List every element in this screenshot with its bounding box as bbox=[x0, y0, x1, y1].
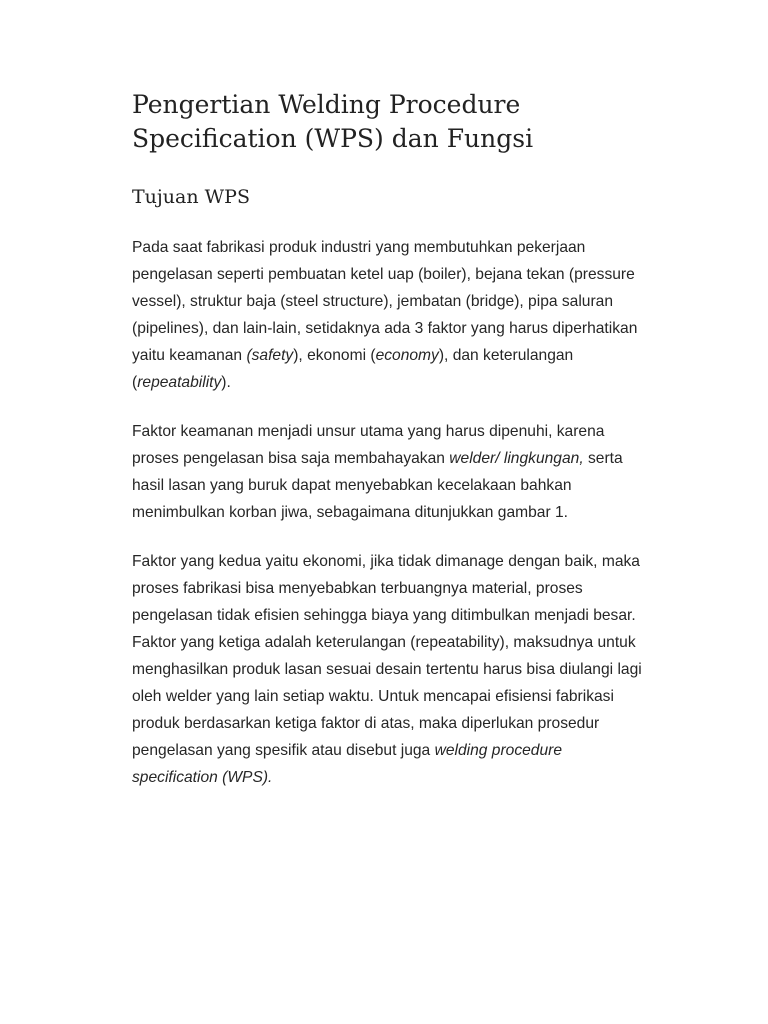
paragraph-1-text-d: ). bbox=[221, 374, 231, 391]
paragraph-1-italic-safety: (safety bbox=[246, 347, 294, 364]
document-page bbox=[132, 88, 642, 791]
paragraph-1-italic-economy: economy bbox=[375, 347, 439, 364]
paragraph-2-text-b: serta hasil lasan yang buruk dapat menyebabkan kecelakaan bahkan menimbulkan korban jiwa, sebagaimana ditunjukkan gambar 1. bbox=[132, 450, 623, 521]
paragraph-3-text-a: Faktor yang kedua yaitu ekonomi, jika tidak dimanage dengan baik, maka proses fabrikasi bisa menyebabkan terbuangnya material, proses pengelasan tidak efisien sehingga biaya yang ditimbulkan menjadi besar. Faktor yang ketiga adalah keterulangan (repeatability), maksudnya untuk menghasilkan produk lasan sesuai desain tertentu harus bisa diulangi lagi oleh welder yang lain setiap waktu. Untuk mencapai efisiensi fabrikasi produk berdasarkan ketiga faktor di atas, maka diperlukan prosedur pengelasan yang spesifik atau disebut juga bbox=[132, 553, 642, 759]
paragraph-1-italic-repeatability: repeatability bbox=[137, 374, 222, 391]
paragraph-1-text-c: ), dan keterulangan ( bbox=[132, 347, 574, 391]
paragraph-2-italic-welder: welder/ lingkungan, bbox=[449, 450, 584, 467]
paragraph-2-text-a: Faktor keamanan menjadi unsur utama yang harus dipenuhi, karena proses pengelasan bisa saja membahayakan bbox=[132, 423, 605, 467]
paragraph-1 bbox=[132, 234, 642, 396]
paragraph-3 bbox=[132, 548, 642, 791]
page-title: Pengertian Welding Procedure Specification (WPS) dan Fungsi bbox=[132, 90, 534, 153]
paragraph-2 bbox=[132, 418, 642, 526]
paragraph-3-italic-wps: welding procedure specification (WPS). bbox=[132, 742, 563, 786]
paragraph-1-text-b: ), ekonomi ( bbox=[293, 347, 376, 364]
paragraph-1-text-a: Pada saat fabrikasi produk industri yang membutuhkan pekerjaan pengelasan seperti pembuatan ketel uap (boiler), bejana tekan (pressure vessel), struktur baja (steel structure), jembatan (bridge), pipa saluran (pipelines), dan lain-lain, setidaknya ada 3 faktor yang harus diperhatikan yaitu keamanan bbox=[132, 239, 638, 364]
section-heading: Tujuan WPS bbox=[132, 186, 250, 208]
